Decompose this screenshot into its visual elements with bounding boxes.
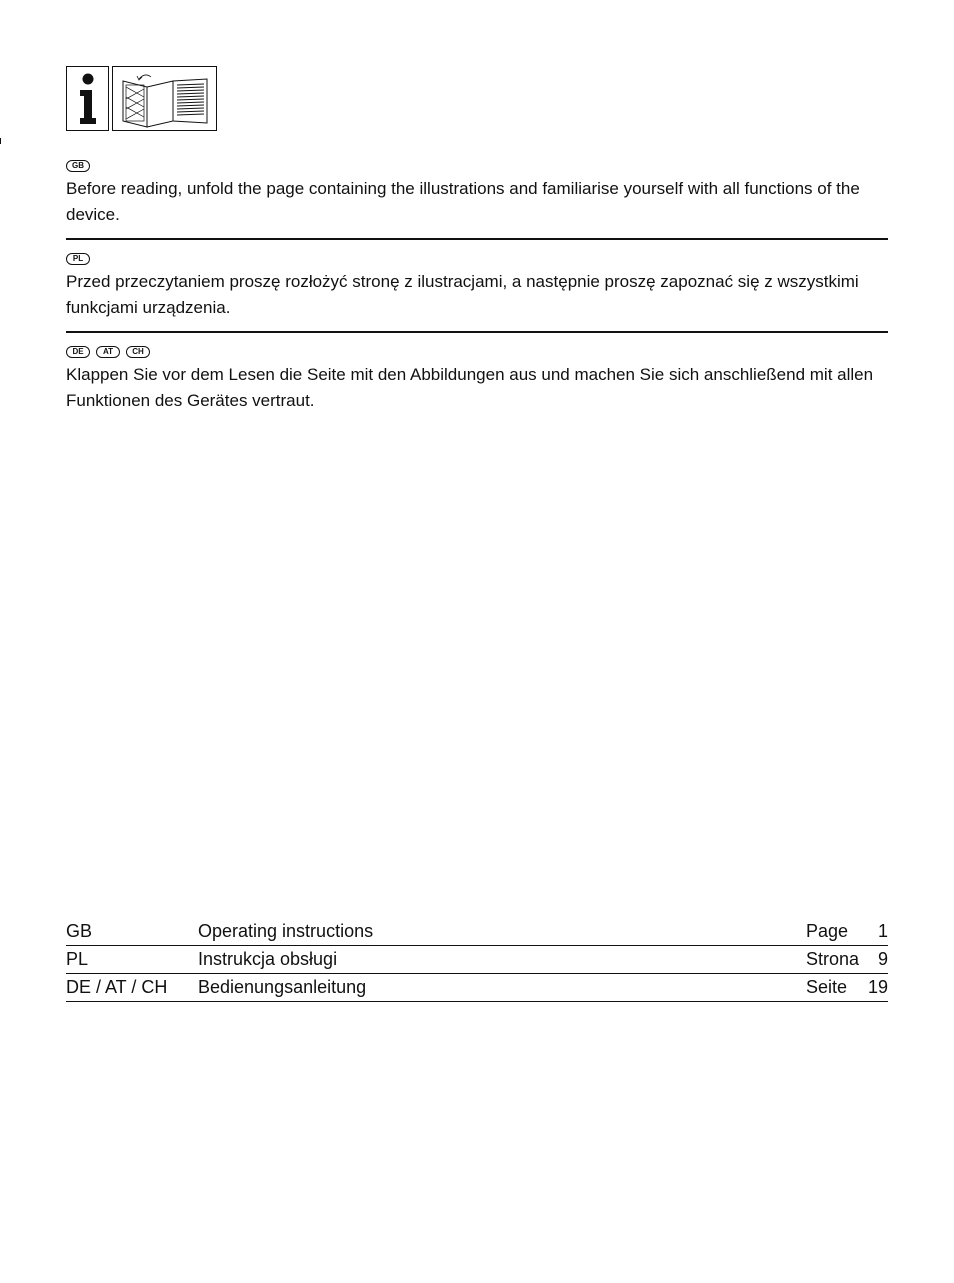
info-icon [66, 66, 109, 131]
toc-row[interactable] [66, 946, 888, 974]
section-text: Przed przeczytaniem proszę rozłożyć stronę z ilustracjami, a następnie proszę zapoznać się z wszystkimi funkcjami urządzenia. [66, 272, 859, 317]
header-icons [66, 66, 217, 131]
section-gb [66, 160, 888, 228]
section-pl [66, 253, 888, 321]
language-badge: CH [126, 346, 150, 358]
toc-title: Bedienungsanleitung [198, 977, 367, 997]
unfold-page-icon [112, 66, 217, 131]
language-badge: GB [66, 160, 90, 172]
section-de-at-ch [66, 346, 888, 414]
toc-page-word: Seite [806, 977, 848, 997]
section-text: Klappen Sie vor dem Lesen die Seite mit den Abbildungen aus und machen Sie sich anschließend mit allen Funktionen des Gerätes vertraut. [66, 365, 874, 410]
language-badges [66, 253, 888, 265]
toc-row[interactable] [66, 974, 888, 1002]
toc-row[interactable] [66, 918, 888, 946]
language-badge: PL [66, 253, 90, 265]
toc-language-code: GB [66, 921, 93, 941]
toc-page-word: Strona [806, 949, 860, 969]
toc-page-number: 9 [877, 949, 888, 969]
table-of-contents [66, 918, 888, 1002]
toc-page-number: 19 [867, 977, 888, 997]
section-divider [66, 238, 888, 240]
section-divider [66, 331, 888, 333]
section-text: Before reading, unfold the page containing the illustrations and familiarise yourself with all functions of the device. [66, 179, 860, 224]
language-badges [66, 160, 888, 172]
toc-language-code: PL [66, 949, 89, 969]
margin-mark [0, 138, 1, 144]
toc-title: Instrukcja obsługi [198, 949, 338, 969]
toc-page-word: Page [806, 921, 849, 941]
toc-title: Operating instructions [198, 921, 374, 941]
language-badges [66, 346, 888, 358]
toc-page-number: 1 [877, 921, 888, 941]
language-badge: DE [66, 346, 90, 358]
toc-language-code: DE / AT / CH [66, 977, 168, 997]
language-badge: AT [96, 346, 120, 358]
